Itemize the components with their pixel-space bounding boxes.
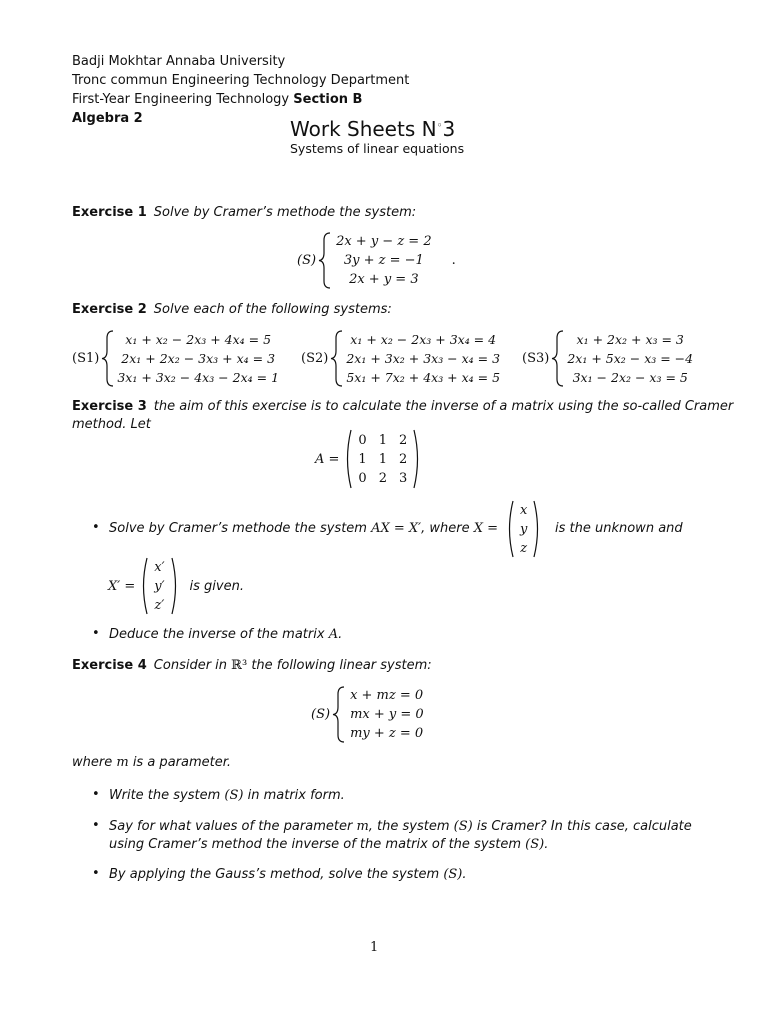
- bullet-dot: •: [92, 787, 100, 802]
- exercise-1-text: Solve by Cramer’s methode the system:: [153, 205, 417, 220]
- bullet-dot: •: [92, 818, 100, 833]
- left-brace-icon: [101, 330, 115, 387]
- equation-line: my + z = 0: [350, 726, 424, 741]
- matrix-label: A =: [315, 451, 340, 467]
- math-inline: AX = X′: [371, 521, 422, 536]
- exercise-2-text: Solve each of the following systems:: [153, 302, 392, 317]
- system-equations: [346, 330, 500, 387]
- system-s3: [522, 330, 693, 387]
- matrix-cell: 2: [398, 451, 408, 467]
- title-number: 3: [442, 117, 456, 141]
- system-label: (S3): [522, 351, 550, 366]
- department-name: Tronc commun Engineering Technology Department: [72, 73, 410, 88]
- page-subtitle: Systems of linear equations: [290, 141, 465, 156]
- math-inline: m: [116, 755, 129, 770]
- system-equations: [567, 330, 693, 387]
- note-text: where: [72, 755, 117, 770]
- equation-line: 3y + z = −1: [343, 253, 424, 268]
- equation-line: 2x + y = 3: [349, 272, 419, 287]
- exercise-4-text: the following linear system:: [247, 658, 432, 673]
- system-s2: [301, 330, 500, 387]
- left-brace-icon: [318, 232, 332, 289]
- matrix-cell: 3: [398, 470, 408, 486]
- exercise-2-name: Exercise 2: [72, 302, 147, 317]
- equation-line: mx + y = 0: [350, 707, 424, 722]
- vector-x-prime: [108, 557, 244, 615]
- bullet-text: in matrix form.: [243, 788, 345, 803]
- exercise-3-bullet-1: [109, 520, 498, 538]
- system-s1: [72, 330, 279, 387]
- left-brace-icon: [551, 330, 565, 387]
- bullet-text: .: [544, 837, 549, 852]
- matrix-a: [315, 429, 422, 489]
- math-inline: m: [356, 819, 369, 834]
- system-equations: [350, 686, 424, 743]
- bullet-text: is Cramer? In this case, calculate: [472, 819, 692, 834]
- equation-line: 2x₁ + 2x₂ − 3x₃ + x₄ = 3: [121, 351, 276, 366]
- equation-line: 2x₁ + 5x₂ − x₃ = −4: [567, 351, 694, 366]
- exercise-1-heading: [72, 204, 416, 222]
- exercise-1-name: Exercise 1: [72, 205, 147, 220]
- bullet-text: Deduce the inverse of the matrix: [109, 627, 329, 642]
- vector-cell: y′: [154, 578, 165, 594]
- left-paren-icon: [505, 500, 514, 558]
- exercise-3-text: the aim of this exercise is to calculate the inverse of a matrix using the so-called Cramer: [153, 399, 734, 414]
- matrix-body: [352, 431, 413, 488]
- title-text: Work Sheets N: [290, 117, 437, 141]
- course-name: Algebra 2: [72, 111, 143, 126]
- math-inline: (S): [453, 819, 473, 834]
- bullet-text: .: [338, 627, 343, 642]
- period: .: [451, 253, 456, 268]
- vector-cell: x′: [154, 559, 165, 575]
- matrix-cell: 2: [378, 470, 387, 486]
- exercise-3-bullet-2: [109, 626, 342, 644]
- equation-line: x + mz = 0: [350, 688, 424, 703]
- math-inline: X =: [473, 521, 498, 536]
- math-inline: (S): [443, 867, 463, 882]
- bullet-text: .: [462, 867, 467, 882]
- university-name: Badji Mokhtar Annaba University: [72, 54, 286, 69]
- equation-line: 3x₁ − 2x₂ − x₃ = 5: [572, 370, 688, 385]
- left-paren-icon: [139, 557, 148, 615]
- bullet-dot: •: [92, 520, 100, 535]
- matrix-cell: 1: [358, 451, 367, 467]
- equation-line: 3x₁ + 3x₂ − 4x₃ − 2x₄ = 1: [117, 370, 280, 385]
- vector-body: [514, 501, 533, 558]
- vector-label: X′ =: [108, 578, 136, 594]
- equation-line: 2x₁ + 3x₂ + 3x₃ − x₄ = 3: [346, 351, 501, 366]
- exercise-3-name: Exercise 3: [72, 399, 147, 414]
- exercise-4-system: [311, 686, 424, 743]
- math-inline: A: [328, 627, 339, 642]
- bullet-text: Solve by Cramer’s methode the system: [109, 521, 372, 536]
- page-number: 1: [370, 940, 379, 955]
- left-brace-icon: [332, 686, 346, 743]
- year-text: First-Year Engineering Technology: [72, 92, 290, 107]
- given-text: is given.: [189, 578, 244, 594]
- vector-cell: z: [520, 540, 528, 556]
- bullet-text: , the system: [368, 819, 454, 834]
- vector-body: [148, 558, 170, 615]
- vector-cell: x: [520, 502, 528, 518]
- exercise-3-heading: [72, 398, 733, 416]
- matrix-cell: 0: [358, 432, 367, 448]
- matrix-cell: 1: [378, 432, 387, 448]
- bullet-dot: •: [92, 626, 100, 641]
- bullet-dot: •: [92, 866, 100, 881]
- system-label: (S1): [72, 351, 100, 366]
- exercise-4-bullet-2: [109, 818, 692, 836]
- right-paren-icon: [171, 557, 180, 615]
- year-line: [72, 90, 362, 109]
- bullet-text: using Cramer’s method the inverse of the matrix of the system: [109, 837, 526, 852]
- math-inline: (S): [224, 788, 244, 803]
- page-title: [290, 117, 455, 141]
- exercise-4-bullet-1: [109, 787, 345, 805]
- equation-line: x₁ + 2x₂ + x₃ = 3: [576, 332, 684, 347]
- right-paren-icon: [413, 429, 422, 489]
- exercise-4-text: Consider in: [153, 658, 232, 673]
- system-equations: [117, 330, 279, 387]
- system-label: (S2): [301, 351, 329, 366]
- system-label: (S): [297, 253, 317, 268]
- bullet-text: By applying the Gauss’s method, solve the system: [109, 867, 444, 882]
- matrix-cell: 0: [358, 470, 367, 486]
- math-inline: (S): [525, 837, 545, 852]
- exercise-4-bullet-3: [109, 866, 467, 884]
- equation-line: x₁ + x₂ − 2x₃ + 3x₄ = 4: [350, 332, 497, 347]
- exercise-3-text-cont: method. Let: [72, 417, 151, 432]
- equation-line: 5x₁ + 7x₂ + 4x₃ + x₄ = 5: [346, 370, 501, 385]
- bullet-text: Say for what values of the parameter: [109, 819, 357, 834]
- left-brace-icon: [330, 330, 344, 387]
- exercise-2-heading: [72, 301, 392, 319]
- matrix-cell: 2: [398, 432, 408, 448]
- math-inline: ℝ³: [231, 658, 248, 673]
- exercise-4-heading: [72, 657, 432, 675]
- exercise-4-name: Exercise 4: [72, 658, 147, 673]
- system-equations: [336, 232, 432, 289]
- vector-cell: z′: [154, 597, 165, 613]
- matrix-cell: 1: [378, 451, 387, 467]
- right-paren-icon: [533, 500, 542, 558]
- equation-line: x₁ + x₂ − 2x₃ + 4x₄ = 5: [125, 332, 272, 347]
- exercise-1-system: [297, 232, 456, 289]
- equation-line: 2x + y − z = 2: [336, 234, 432, 249]
- vector-cell: y: [520, 521, 528, 537]
- bullet-text: , where: [421, 521, 474, 536]
- bullet-text-end: is the unknown and: [555, 521, 683, 536]
- section-text: Section B: [293, 92, 363, 107]
- bullet-text: Write the system: [109, 788, 225, 803]
- title-degree: ◦: [436, 120, 443, 132]
- note-text: is a parameter.: [128, 755, 232, 770]
- system-label: (S): [311, 707, 331, 722]
- vector-x: [505, 500, 542, 558]
- exercise-4-bullet-2-cont: [109, 836, 548, 854]
- left-paren-icon: [343, 429, 352, 489]
- parameter-note: [72, 754, 231, 772]
